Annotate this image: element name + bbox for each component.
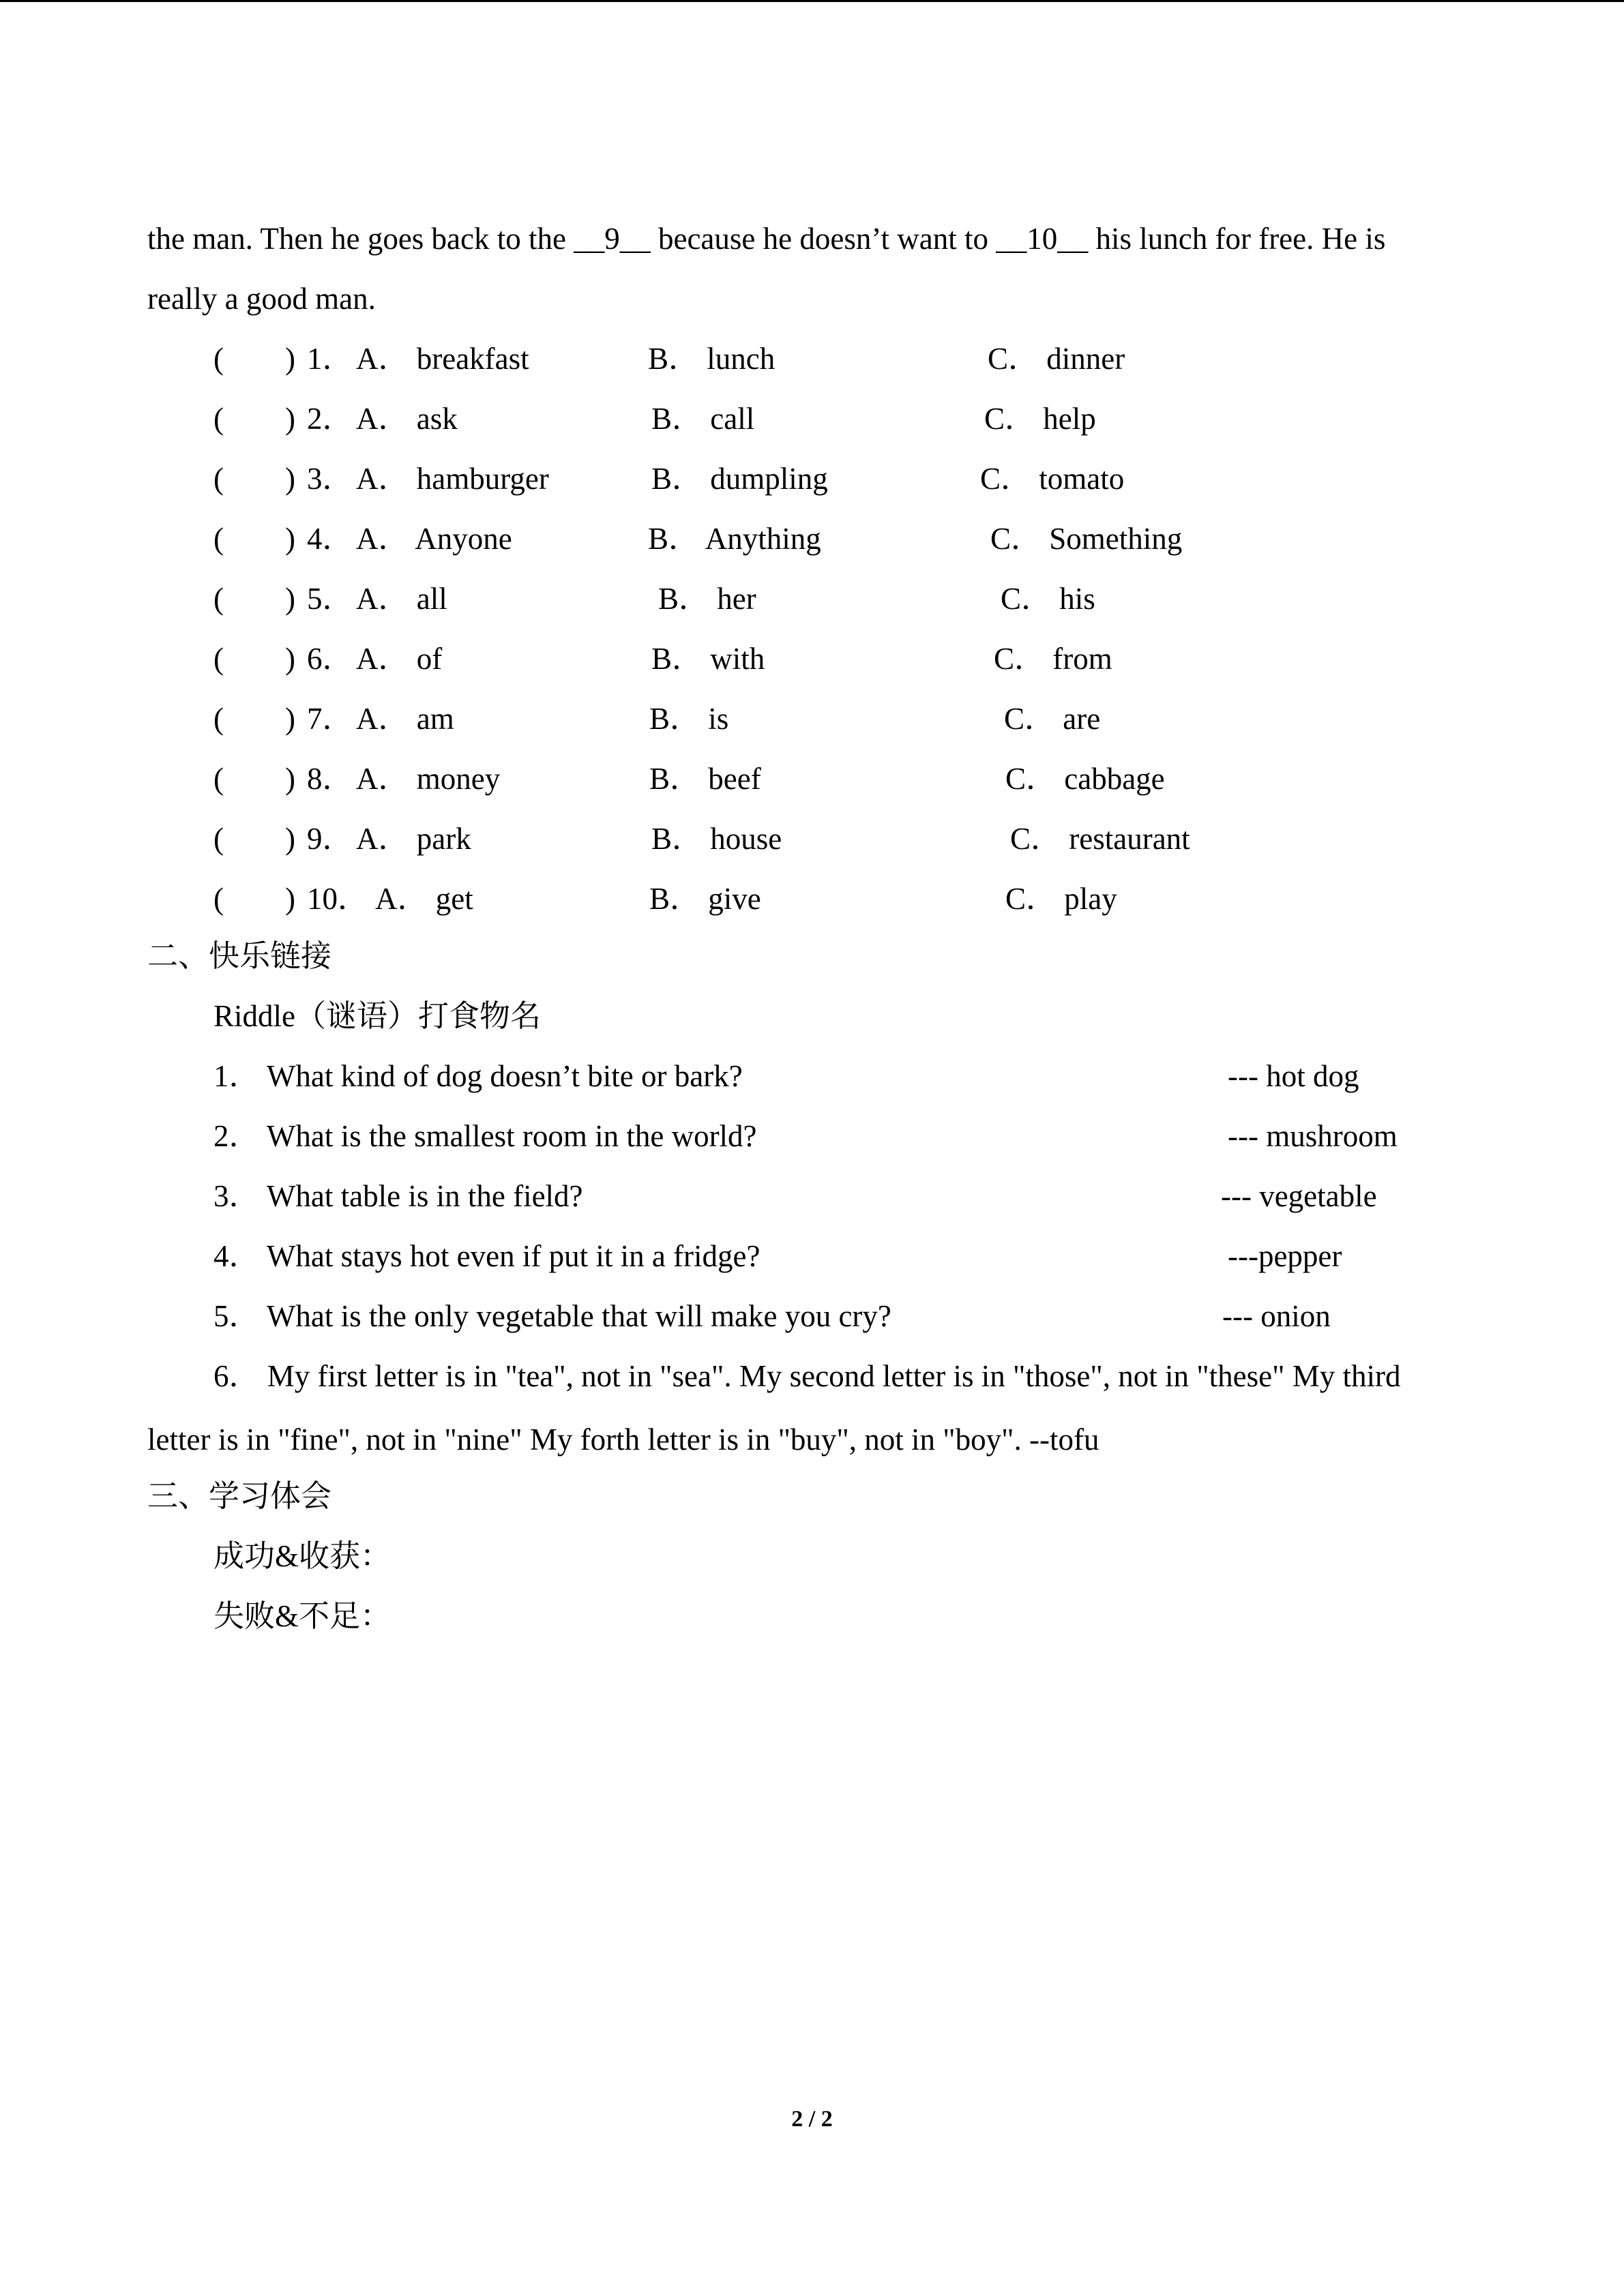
passage-line-2: really a good man.: [147, 282, 376, 316]
option-a: A． get: [375, 882, 473, 916]
option-b: B． Anything: [648, 522, 821, 556]
riddle-answer: --- hot dog: [1228, 1059, 1359, 1093]
option-b: B． her: [658, 582, 756, 616]
answer-bracket: ( ): [213, 702, 295, 736]
question-number: 8．: [307, 762, 353, 796]
option-a: A． all: [356, 582, 447, 616]
top-border: [0, 0, 1624, 2]
success-label: 成功&收获：: [213, 1539, 392, 1573]
option-c: C． Something: [990, 522, 1183, 556]
option-c: C． from: [994, 642, 1112, 676]
question-number: 7．: [307, 702, 353, 736]
question-number: 9．: [307, 822, 353, 856]
option-a: A． money: [356, 762, 501, 796]
option-c: C． dinner: [988, 342, 1125, 376]
answer-bracket: ( ): [213, 582, 295, 616]
answer-bracket: ( ): [213, 402, 295, 436]
question-number: 6．: [307, 642, 353, 676]
riddle-answer: --- vegetable: [1221, 1179, 1377, 1213]
page-number: 2 / 2: [791, 2106, 833, 2132]
option-c: C． restaurant: [1010, 822, 1190, 856]
question-number: 1．: [307, 342, 353, 376]
riddle-question: 5． What is the only vegetable that will make you cry?: [213, 1299, 891, 1333]
answer-bracket: ( ): [213, 822, 295, 856]
riddle-answer: --- onion: [1222, 1299, 1331, 1333]
option-a: A． of: [356, 642, 443, 676]
option-b: B． dumpling: [651, 462, 828, 496]
option-b: B． with: [651, 642, 765, 676]
option-a: A． breakfast: [356, 342, 529, 376]
option-c: C． tomato: [980, 462, 1125, 496]
option-a: A． park: [356, 822, 471, 856]
option-b: B． house: [651, 822, 782, 856]
riddle-answer: ---pepper: [1228, 1239, 1342, 1273]
answer-bracket: ( ): [213, 762, 295, 796]
riddle-6-line-1: 6． My first letter is in "tea", not in "sea". My second letter is in "those", not in "these" My third: [213, 1359, 1401, 1393]
option-c: C． his: [1001, 582, 1095, 616]
option-b: B． lunch: [648, 342, 776, 376]
riddle-question: 1． What kind of dog doesn’t bite or bark?: [213, 1059, 743, 1093]
question-number: 4．: [307, 522, 353, 556]
option-c: C． play: [1005, 882, 1117, 916]
answer-bracket: ( ): [213, 342, 295, 376]
answer-bracket: ( ): [213, 882, 295, 916]
option-a: A． hamburger: [356, 462, 549, 496]
riddle-6-line-2: letter is in "fine", not in "nine" My forth letter is in "buy", not in "boy". --tofu: [147, 1422, 1099, 1457]
option-b: B． call: [651, 402, 755, 436]
option-c: C． are: [1004, 702, 1101, 736]
answer-bracket: ( ): [213, 642, 295, 676]
question-number: 2．: [307, 402, 353, 436]
riddle-question: 2． What is the smallest room in the world?: [213, 1119, 757, 1153]
option-b: B． is: [649, 702, 729, 736]
answer-bracket: ( ): [213, 522, 295, 556]
riddle-question: 3． What table is in the field?: [213, 1179, 583, 1213]
option-b: B． give: [649, 882, 761, 916]
passage-line-1: the man. Then he goes back to the __9__ because he doesn’t want to __10__ his lunch for free. He is: [147, 222, 1386, 256]
question-number: 3．: [307, 462, 353, 496]
question-number: 10．: [307, 882, 369, 916]
option-c: C． cabbage: [1005, 762, 1165, 796]
riddle-question: 4． What stays hot even if put it in a fridge?: [213, 1239, 761, 1273]
option-b: B． beef: [649, 762, 761, 796]
answer-bracket: ( ): [213, 462, 295, 496]
option-a: A． am: [356, 702, 454, 736]
option-a: A． Anyone: [356, 522, 512, 556]
riddle-answer: --- mushroom: [1228, 1119, 1398, 1153]
riddle-intro: Riddle（谜语）打食物名: [213, 999, 541, 1033]
question-number: 5．: [307, 582, 353, 616]
section-3-heading: 三、学习体会: [147, 1479, 332, 1513]
option-a: A． ask: [356, 402, 458, 436]
section-2-heading: 二、快乐链接: [147, 939, 332, 973]
option-c: C． help: [984, 402, 1096, 436]
failure-label: 失败&不足：: [213, 1599, 392, 1633]
